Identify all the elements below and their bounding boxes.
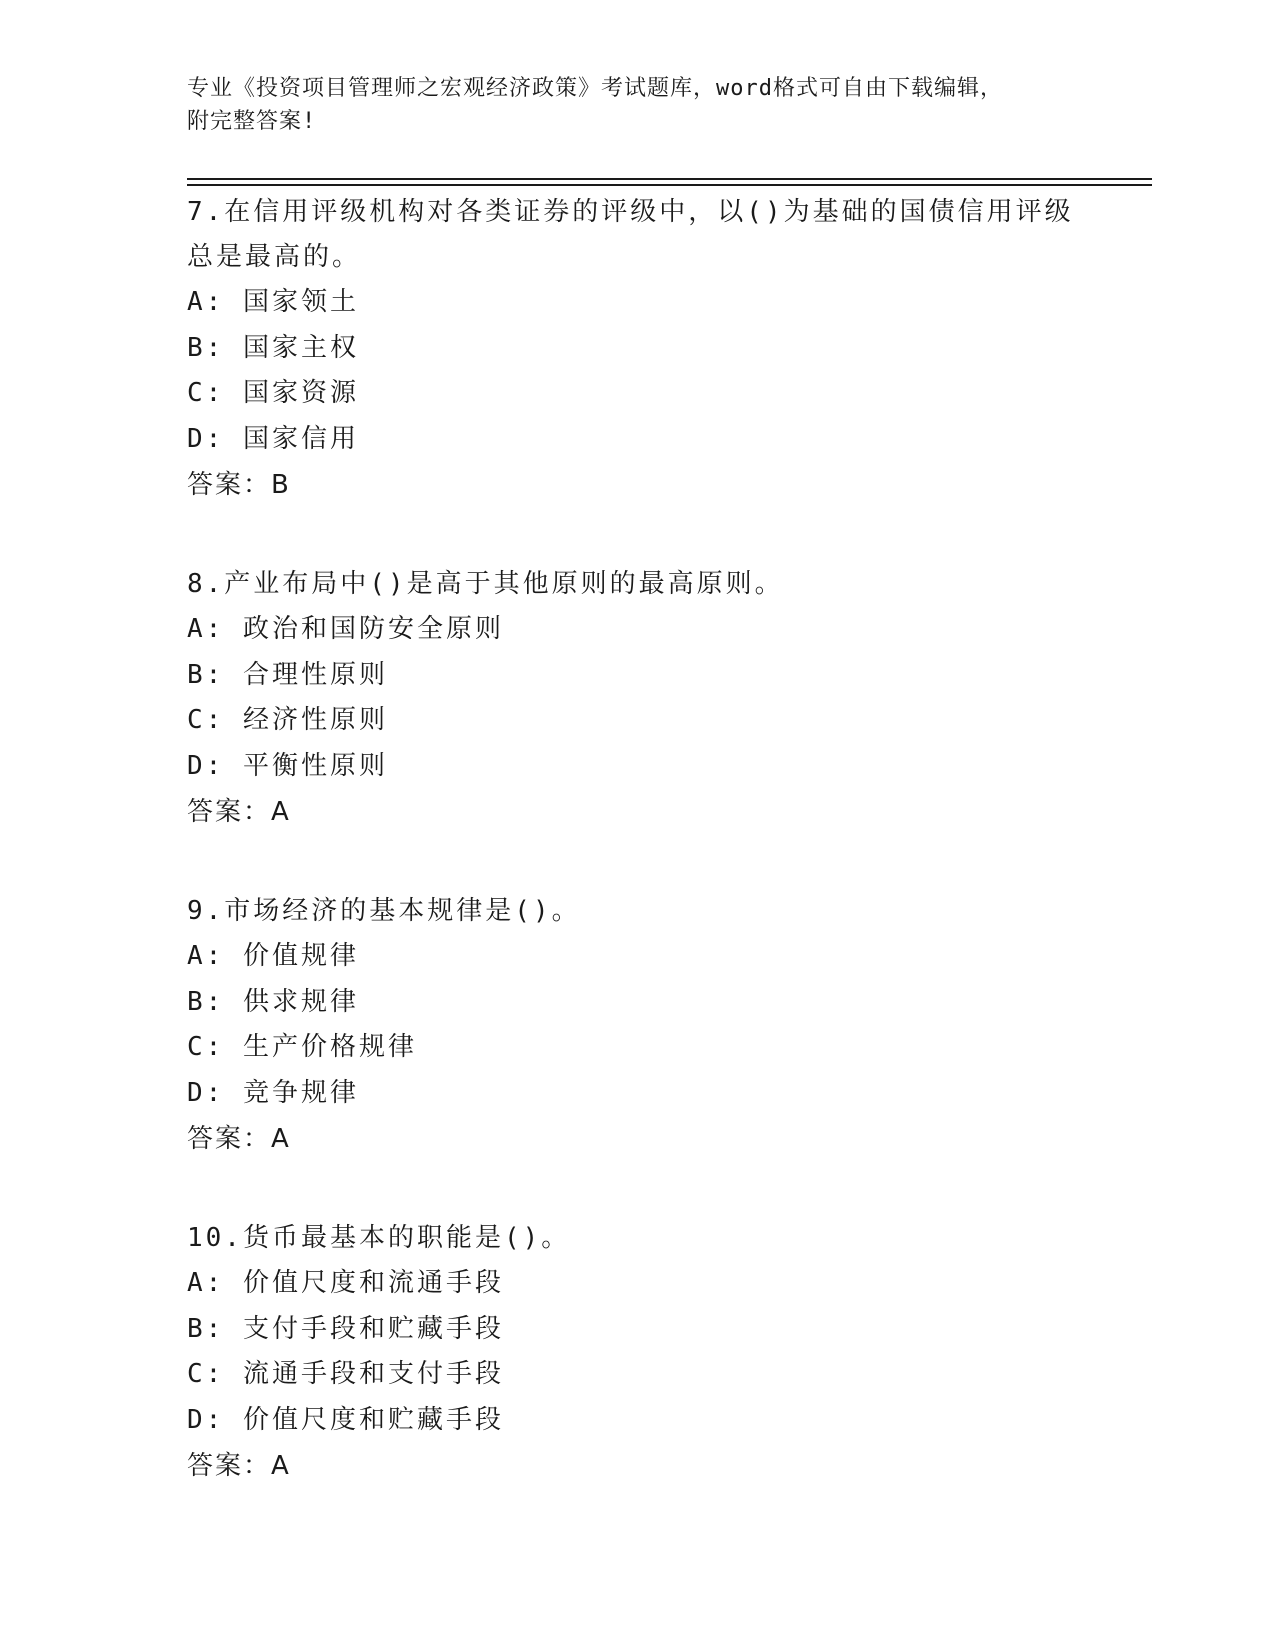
option-a: A: 价值尺度和流通手段: [187, 1268, 504, 1298]
option-c: C: 经济性原则: [187, 705, 388, 735]
question-stem-continued: 总是最高的。: [187, 242, 362, 272]
answer: 答案：A: [187, 797, 291, 827]
question-stem: 7.在信用评级机构对各类证券的评级中，以()为基础的国债信用评级: [187, 197, 1074, 227]
option-b: B: 合理性原则: [187, 659, 388, 690]
question-stem: 10.货币最基本的职能是()。: [187, 1223, 571, 1253]
option-b: B: 供求规律: [187, 986, 359, 1017]
question-7: [187, 190, 1087, 508]
option-b: B: 国家主权: [187, 332, 359, 363]
question-9: [187, 889, 1087, 1162]
option-a: A: 政治和国防安全原则: [187, 614, 504, 644]
answer: 答案：A: [187, 1124, 291, 1154]
answer: 答案：B: [187, 470, 291, 500]
question-8: [187, 562, 1087, 835]
header-divider-top: [187, 178, 1152, 180]
option-a: A: 国家领土: [187, 287, 359, 317]
question-stem: 9.市场经济的基本规律是()。: [187, 896, 581, 926]
option-a: A: 价值规律: [187, 941, 359, 971]
option-b: B: 支付手段和贮藏手段: [187, 1313, 504, 1344]
option-c: C: 生产价格规律: [187, 1032, 417, 1062]
question-10: [187, 1216, 1087, 1489]
option-d: D: 价值尺度和贮藏手段: [187, 1404, 504, 1435]
option-d: D: 国家信用: [187, 423, 359, 454]
option-d: D: 平衡性原则: [187, 750, 388, 781]
header-line-2: 附完整答案!: [187, 109, 317, 134]
header-divider-bottom: [187, 184, 1152, 186]
option-c: C: 国家资源: [187, 378, 359, 408]
question-stem: 8.产业布局中()是高于其他原则的最高原则。: [187, 569, 784, 599]
option-c: C: 流通手段和支付手段: [187, 1359, 504, 1389]
option-d: D: 竞争规律: [187, 1077, 359, 1108]
answer: 答案：A: [187, 1451, 291, 1481]
document-header: [187, 72, 1067, 138]
header-line-1: 专业《投资项目管理师之宏观经济政策》考试题库，word格式可自由下载编辑，: [187, 76, 1003, 101]
question-list: [187, 190, 1087, 1543]
